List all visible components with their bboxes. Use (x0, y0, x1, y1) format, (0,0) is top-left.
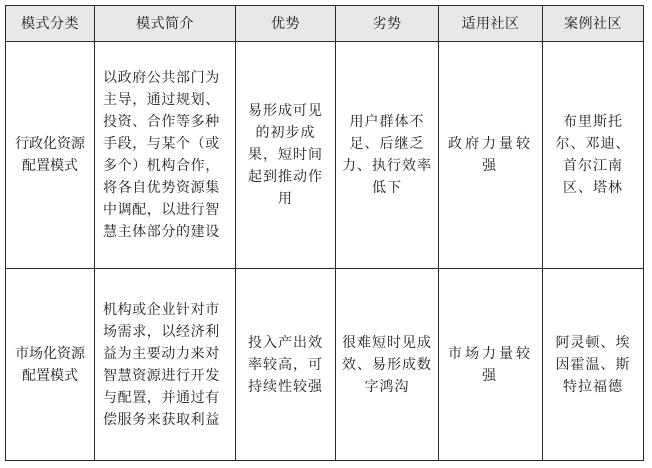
header-row (6, 6, 644, 42)
table-row (6, 269, 644, 461)
case-community-cell: 阿灵顿、埃因霍温、斯特拉福德 (543, 269, 644, 461)
mode-intro-cell: 以政府公共部门为主导，通过规划、投资、合作等多种手段，与某个（或多个）机构合作，将各自优势资源集中调配，以进行智慧主体部分的建设 (95, 42, 236, 269)
applicable-community-cell: 市场力量较强 (439, 269, 543, 461)
case-community-cell: 布里斯托尔、邓迪、首尔江南区、塔林 (543, 42, 644, 269)
header-type: 模式分类 (6, 6, 95, 42)
header-disadvantage: 劣势 (336, 6, 439, 42)
disadvantage-cell: 很难短时见成效、易形成数字鸿沟 (336, 269, 439, 461)
advantage-cell: 易形成可见的初步成果，短时间起到推动作用 (236, 42, 336, 269)
mode-type-cell: 行政化资源配置模式 (6, 42, 95, 269)
header-cases: 案例社区 (543, 6, 644, 42)
table-row (6, 42, 644, 269)
header-advantage: 优势 (236, 6, 336, 42)
mode-intro-cell: 机构或企业针对市场需求，以经济利益为主要动力来对智慧资源进行开发与配置，并通过有偿服务来获取利益 (95, 269, 236, 461)
advantage-cell: 投入产出效率较高，可持续性较强 (236, 269, 336, 461)
applicable-community-cell: 政府力量较强 (439, 42, 543, 269)
comparison-table (5, 5, 644, 461)
mode-type-cell: 市场化资源配置模式 (6, 269, 95, 461)
header-scope: 适用社区 (439, 6, 543, 42)
disadvantage-cell: 用户群体不足、后继乏力、执行效率低下 (336, 42, 439, 269)
header-intro: 模式简介 (95, 6, 236, 42)
